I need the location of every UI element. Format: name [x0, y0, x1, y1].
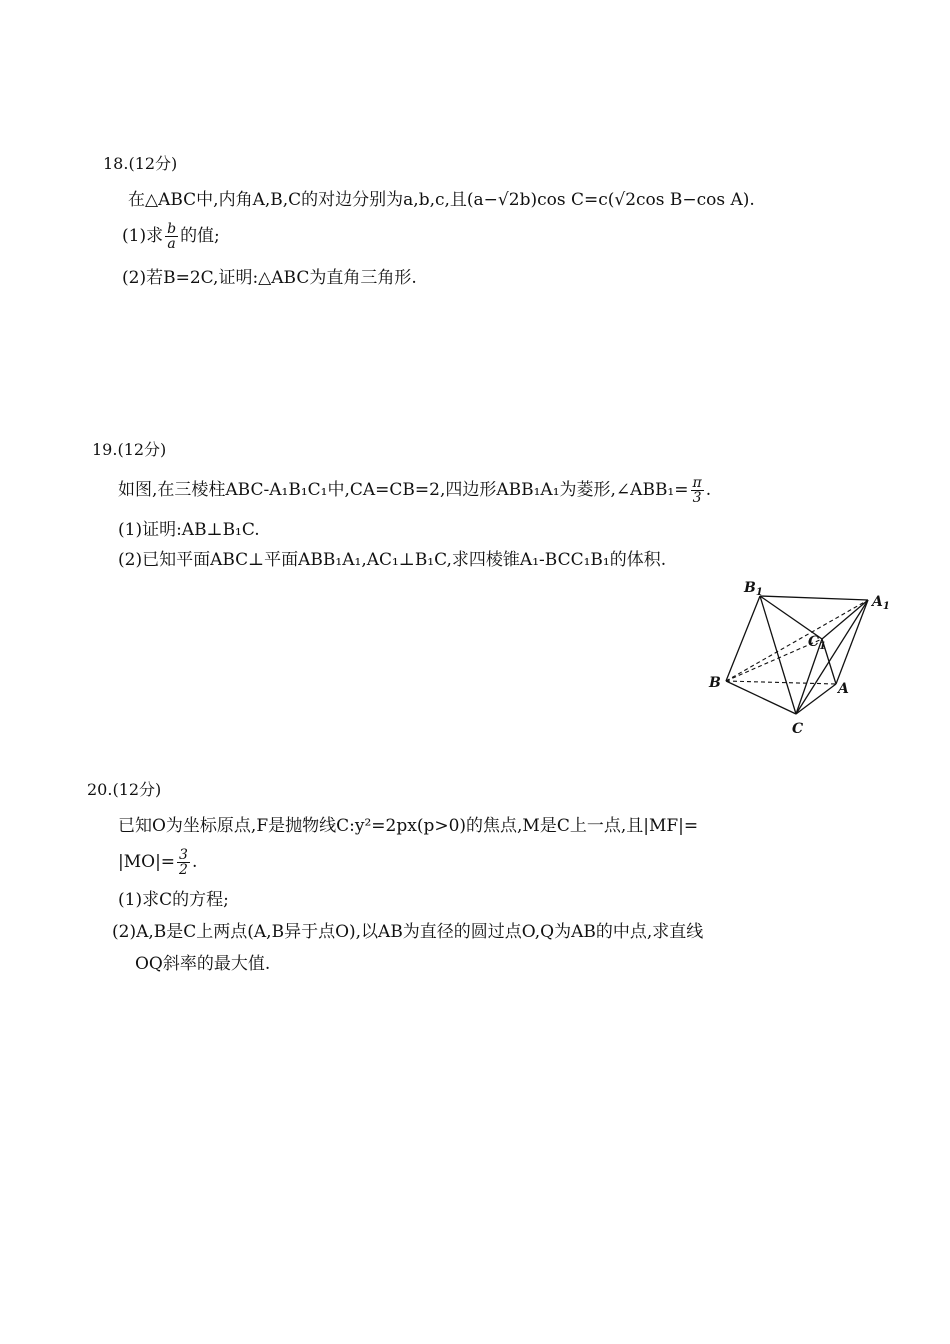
- label-a1: $A_1$: [872, 594, 890, 612]
- q19-fraction-den: 3: [692, 490, 702, 506]
- edge-c-a1: [796, 600, 868, 714]
- label-b1: $B_1$: [744, 580, 763, 598]
- edge-b1-c: [760, 596, 796, 714]
- q20-fraction-den: 2: [179, 862, 188, 878]
- q18-part1-post: 的值;: [180, 226, 220, 246]
- label-c1: $C_1$: [808, 634, 827, 652]
- q18-fraction-num: b: [167, 221, 177, 237]
- label-a: A: [838, 681, 849, 697]
- q19-fraction: [691, 476, 704, 505]
- q20-part1: (1)求C的方程;: [118, 890, 229, 910]
- label-b: B: [709, 675, 721, 691]
- q20-part2-line1: (2)A,B是C上两点(A,B异于点O),以AB为直径的圆过点O,Q为AB的中点,求直线: [112, 922, 704, 942]
- q20-fraction: [177, 848, 190, 877]
- q19-part2: (2)已知平面ABC⊥平面ABB₁A₁,AC₁⊥B₁C,求四棱锥A₁-BCC₁B₁的体积.: [118, 550, 667, 570]
- q20-fraction-num: 3: [179, 847, 188, 863]
- edge-c-c1: [796, 639, 822, 714]
- q18-part1-pre: (1)求: [122, 226, 164, 246]
- edge-b1-a1: [760, 596, 868, 600]
- q18-header: 18.(12分): [103, 154, 178, 173]
- q19-stem: [118, 476, 711, 505]
- edge-b-a: [726, 681, 836, 684]
- edge-b-a1: [726, 600, 868, 681]
- q18-stem: 在△ABC中,内角A,B,C的对边分别为a,b,c,且(a−√2b)cos C=c(√2cos B−cos A).: [128, 190, 755, 210]
- q19-fraction-num: π: [692, 475, 702, 491]
- q19-part1: (1)证明:AB⊥B₁C.: [118, 520, 260, 540]
- q19-header: 19.(12分): [92, 440, 167, 459]
- q19-stem-post: .: [705, 480, 712, 500]
- q20-stem-line2-pre: |MO|=: [118, 852, 176, 872]
- q18-fraction-den: a: [167, 236, 176, 252]
- q19-stem-pre: 如图,在三棱柱ABC-A₁B₁C₁中,CA=CB=2,四边形ABB₁A₁为菱形,∠ABB₁=: [118, 480, 689, 500]
- q18-part2: (2)若B=2C,证明:△ABC为直角三角形.: [122, 268, 417, 288]
- q18-part1: [122, 222, 220, 251]
- edge-b1-c1: [760, 596, 822, 639]
- edge-c-a: [796, 684, 836, 714]
- q20-stem-line2: [118, 848, 197, 877]
- q20-stem-line2-post: .: [191, 852, 198, 872]
- q20-part2-line2: OQ斜率的最大值.: [135, 954, 271, 974]
- q20-header: 20.(12分): [87, 780, 162, 799]
- prism-figure: [700, 574, 900, 744]
- q18-fraction: [165, 222, 178, 251]
- label-c: C: [792, 721, 804, 737]
- q20-stem-line1: 已知O为坐标原点,F是抛物线C:y²=2px(p>0)的焦点,M是C上一点,且|MF|=: [118, 816, 699, 836]
- edge-b-c: [726, 681, 796, 714]
